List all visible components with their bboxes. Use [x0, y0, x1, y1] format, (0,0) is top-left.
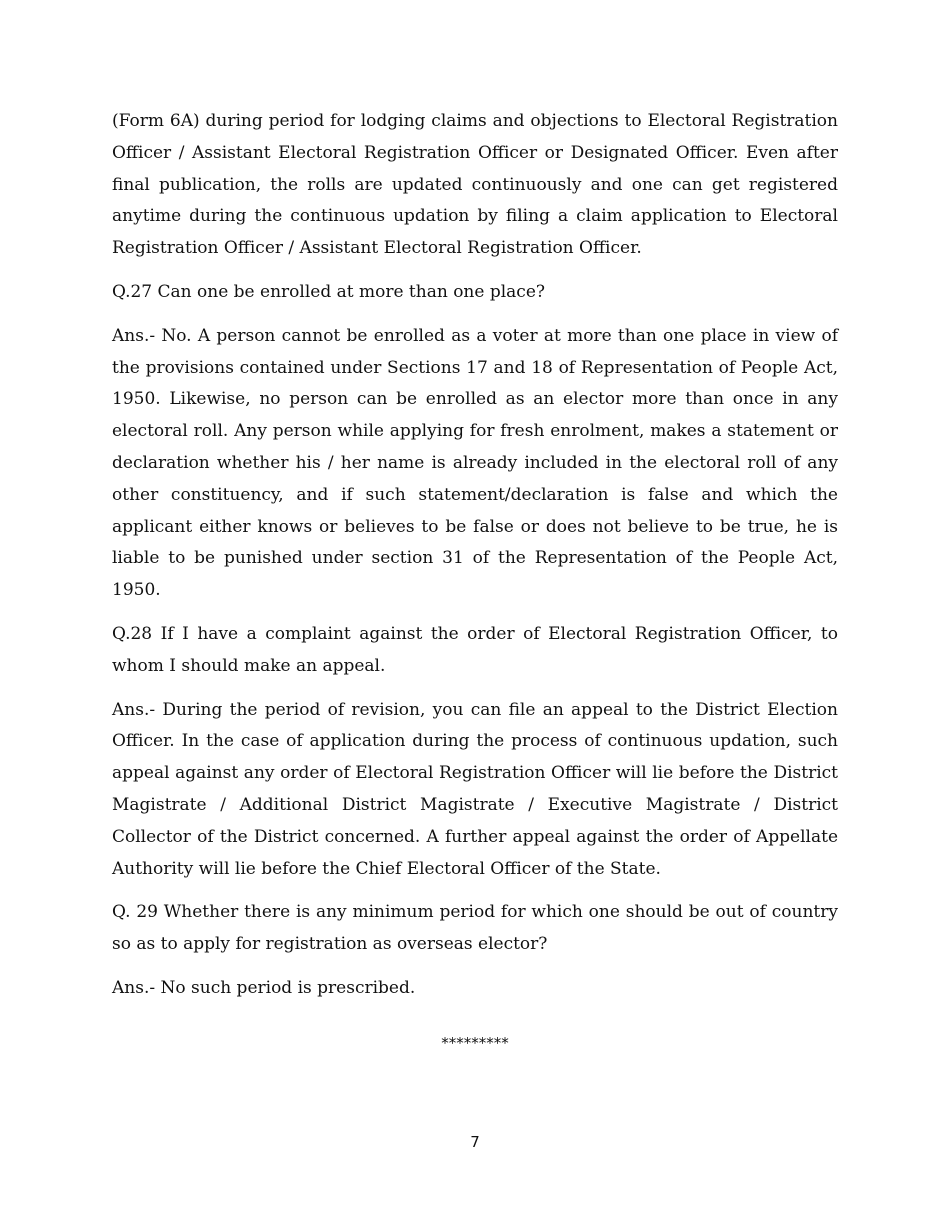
- answer-27: Ans.- No. A person cannot be enrolled as a voter at more than one place in view of the provisions contained under Sections 17 and 18 of Representation of People Act, 1950. Likewise, no person can be enrolled as an elector more than once in any electoral roll. Any person while applying for fresh enrolment, makes a statement or declaration whether his / her name is already included in the electoral roll of any other constituency, and if such statement/declaration is false and which the applicant either knows or believes to be false or does not believe to be true, he is liable to be punished under section 31 of the Representation of the People Act, 1950.: [112, 325, 838, 601]
- question-27: Q.27 Can one be enrolled at more than one place?: [112, 281, 545, 302]
- page-number: 7: [470, 1133, 480, 1151]
- section-separator: *********: [441, 1034, 509, 1052]
- answer-28: Ans.- During the period of revision, you can file an appeal to the District Election Officer. In the case of application during the process of continuous updation, such appeal against any order of Electoral Registration Officer will lie before the District Magistrate / Additional District Magistrate / Executive Magistrate / District Collector of the District concerned. A further appeal against the order of Appellate Authority will lie before the Chief Electoral Officer of the State.: [112, 699, 838, 879]
- paragraph-form-6a-continuation: (Form 6A) during period for lodging claims and objections to Electoral Registration Officer / Assistant Electoral Registration Officer or Designated Officer. Even after final publication, the rolls are updated continuously and one can get registered anytime during the continuous updation by filing a claim application to Electoral Registration Officer / Assistant Electoral Registration Officer.: [112, 111, 838, 259]
- question-28: Q.28 If I have a complaint against the order of Electoral Registration Officer, to whom I should make an appeal.: [112, 623, 838, 676]
- document-body: [112, 106, 838, 1017]
- answer-29: Ans.- No such period is prescribed.: [112, 977, 416, 998]
- question-29: Q. 29 Whether there is any minimum period for which one should be out of country so as to apply for registration as overseas elector?: [112, 902, 838, 955]
